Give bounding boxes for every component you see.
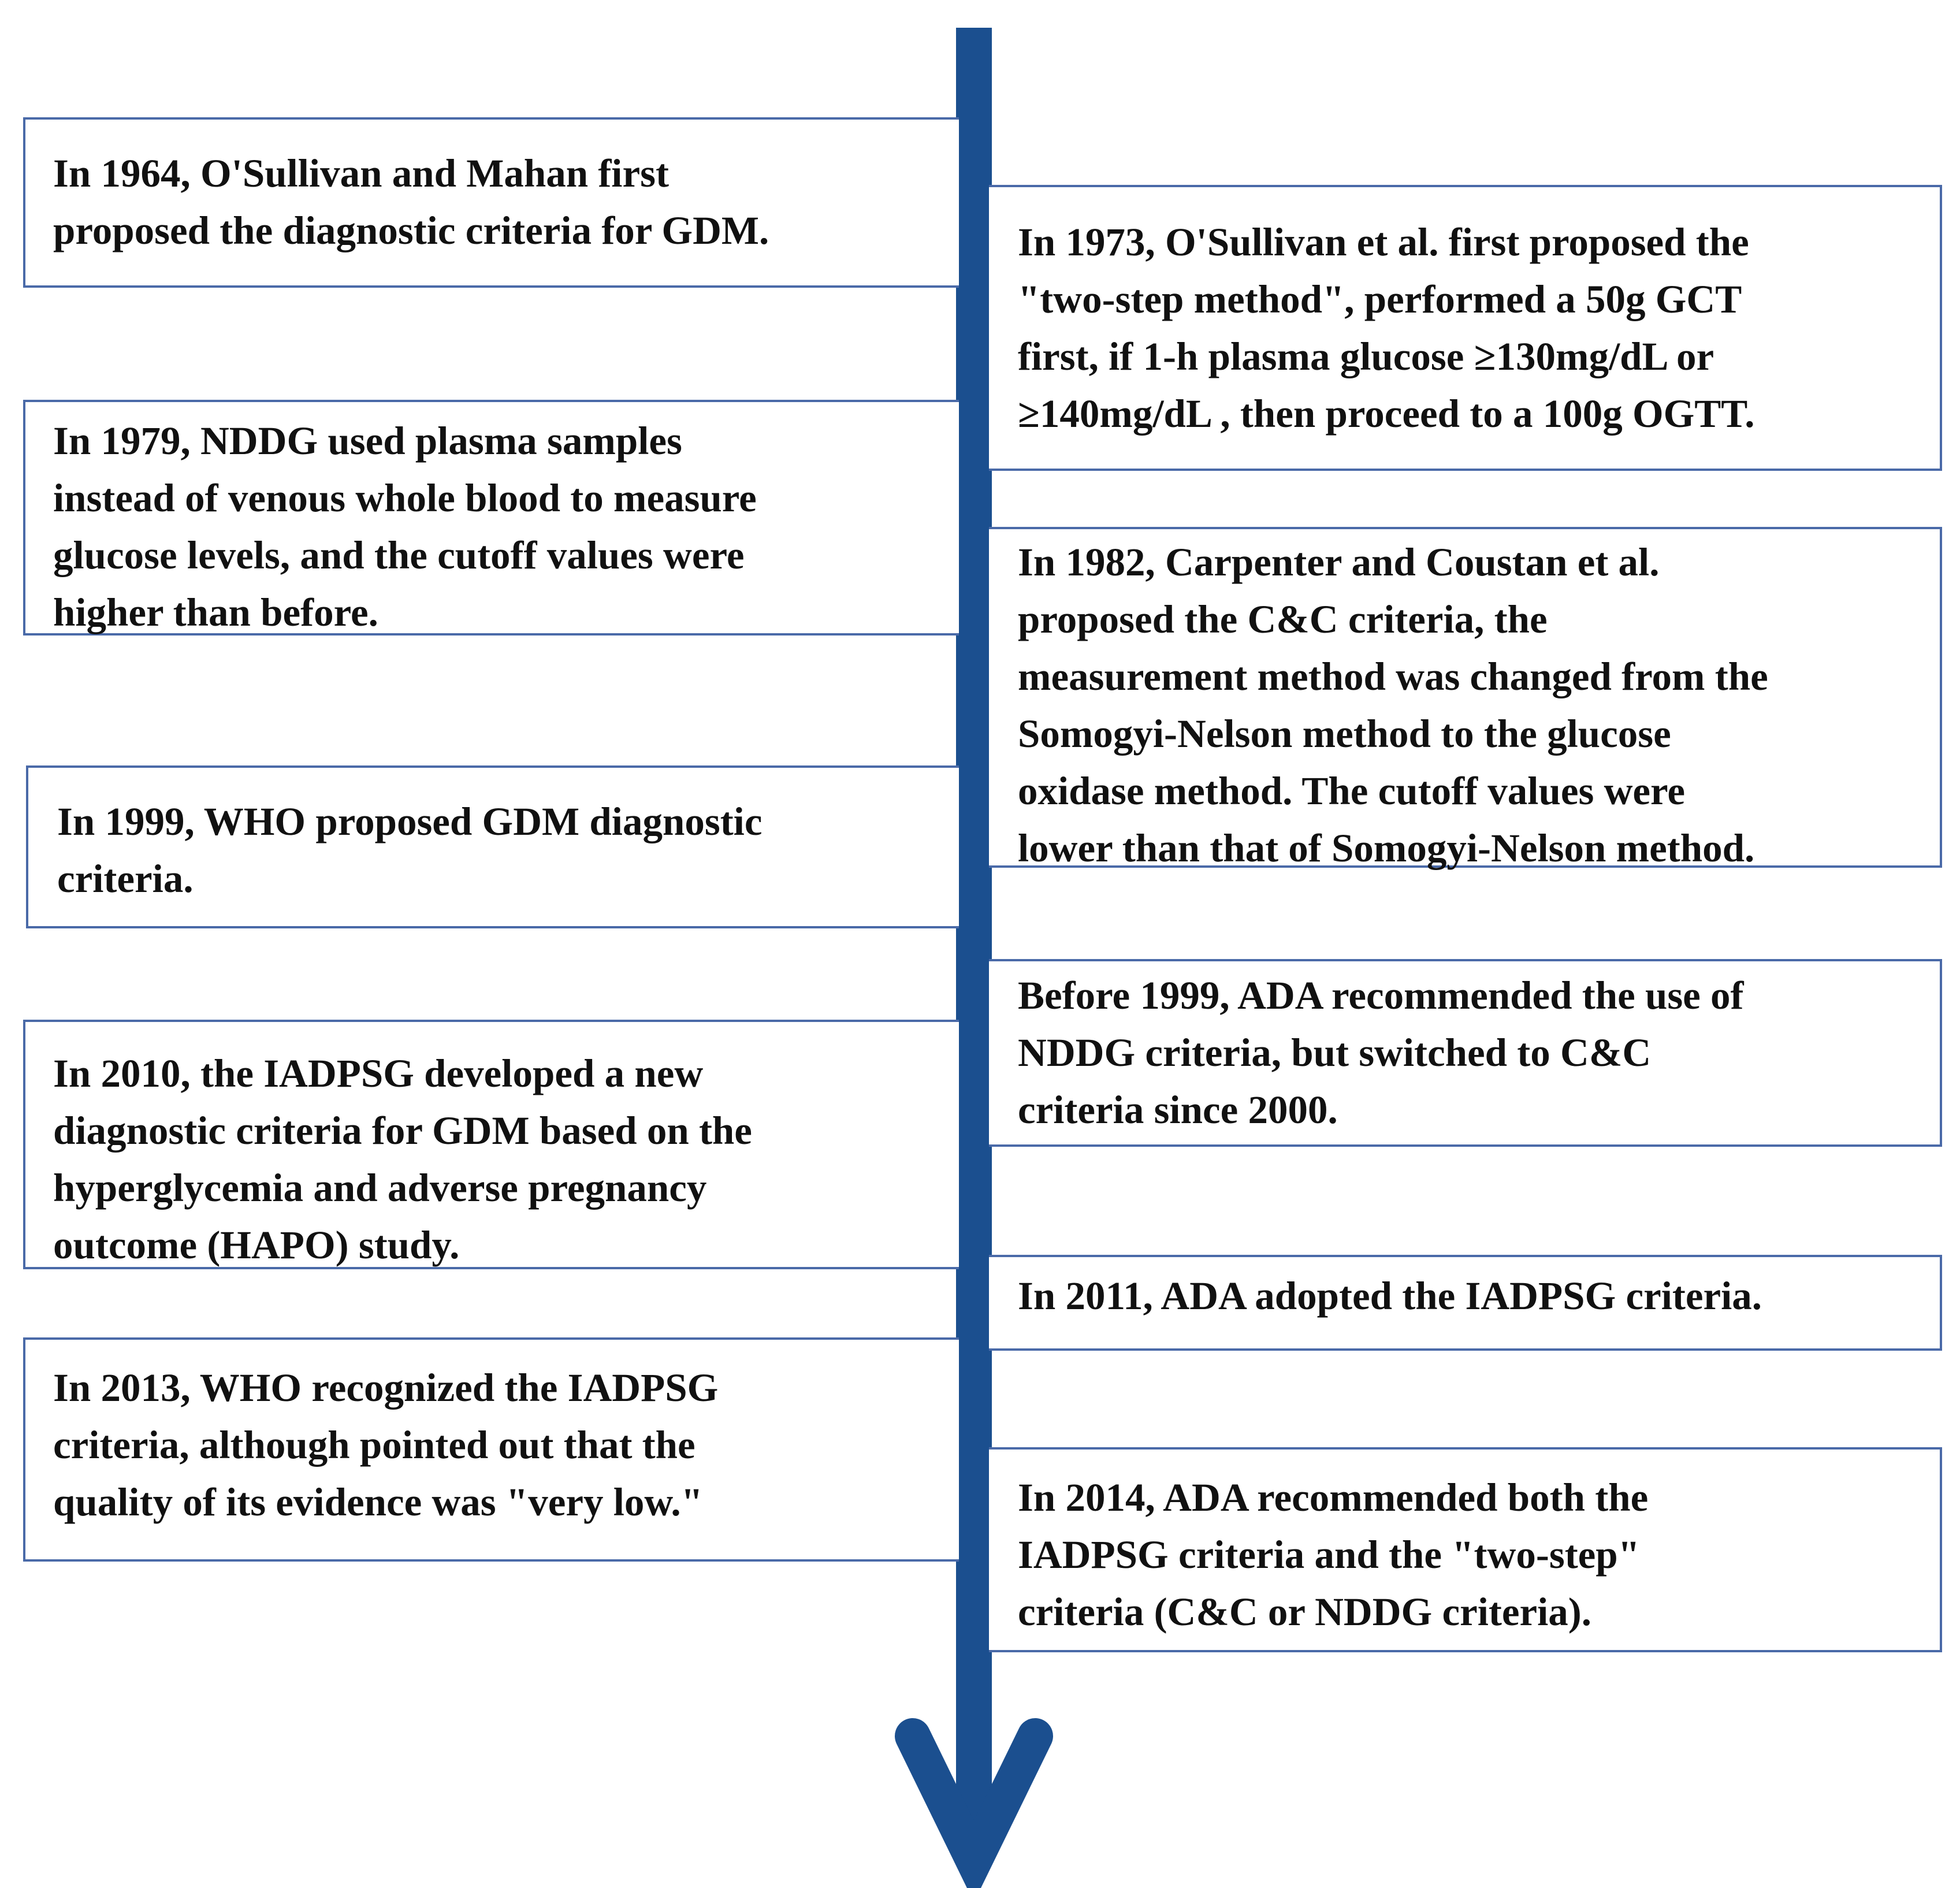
event-box-2014 [989,1447,1942,1652]
event-box-1982 [989,527,1942,868]
event-text-line: criteria, although pointed out that the [53,1423,696,1467]
event-text-line: In 1979, NDDG used plasma samples [53,419,682,463]
event-text-line: hyperglycemia and adverse pregnancy [53,1166,707,1210]
event-text-line: NDDG criteria, but switched to C&C [1018,1031,1652,1075]
event-text-line: Before 1999, ADA recommended the use of [1018,973,1744,1017]
event-text-line: In 1973, O'Sullivan et al. first proposed the [1018,220,1749,264]
event-text-line: instead of venous whole blood to measure [53,476,757,520]
event-text-line: IADPSG criteria and the "two-step" [1018,1533,1640,1577]
event-text-line: quality of its evidence was "very low." [53,1480,703,1524]
event-text-line: higher than before. [53,590,378,634]
event-text-line: proposed the diagnostic criteria for GDM. [53,209,769,252]
event-text-line: criteria since 2000. [1018,1088,1338,1132]
event-text-line: Somogyi-Nelson method to the glucose [1018,712,1671,756]
event-box-before-1999-ada [989,959,1942,1147]
event-text-line: criteria. [57,857,194,901]
event-text-line: In 1982, Carpenter and Coustan et al. [1018,540,1660,584]
event-text-line: measurement method was changed from the [1018,655,1768,698]
event-box-1964 [23,117,959,288]
event-box-2010 [23,1020,959,1269]
event-text-line: "two-step method", performed a 50g GCT [1018,277,1742,321]
event-text-line: ≥140mg/dL , then proceed to a 100g OGTT. [1018,392,1755,436]
event-text-line: In 2013, WHO recognized the IADPSG [53,1366,719,1410]
event-text-line: glucose levels, and the cutoff values were [53,533,745,577]
event-text-line: first, if 1-h plasma glucose ≥130mg/dL or [1018,335,1714,378]
event-box-2013 [23,1337,959,1562]
event-text-line: proposed the C&C criteria, the [1018,597,1548,641]
event-text-line: criteria (C&C or NDDG criteria). [1018,1590,1592,1634]
event-box-2011 [989,1255,1942,1351]
timeline-axis-shaft [956,28,992,1836]
event-text-line: In 2010, the IADPSG developed a new [53,1051,704,1095]
event-text-line: In 2014, ADA recommended both the [1018,1476,1649,1519]
event-text-line: In 1964, O'Sullivan and Mahan first [53,151,669,195]
event-text-line: diagnostic criteria for GDM based on the [53,1109,752,1153]
event-text-line: In 1999, WHO proposed GDM diagnostic [57,800,763,843]
event-box-1979 [23,400,959,635]
event-text-line: In 2011, ADA adopted the IADPSG criteria. [1018,1274,1762,1318]
event-box-1973 [989,185,1942,471]
event-box-1999-who [26,765,959,928]
event-text-line: lower than that of Somogyi-Nelson method. [1018,826,1755,870]
event-text-line: outcome (HAPO) study. [53,1223,460,1267]
event-text-line: oxidase method. The cutoff values were [1018,769,1686,813]
